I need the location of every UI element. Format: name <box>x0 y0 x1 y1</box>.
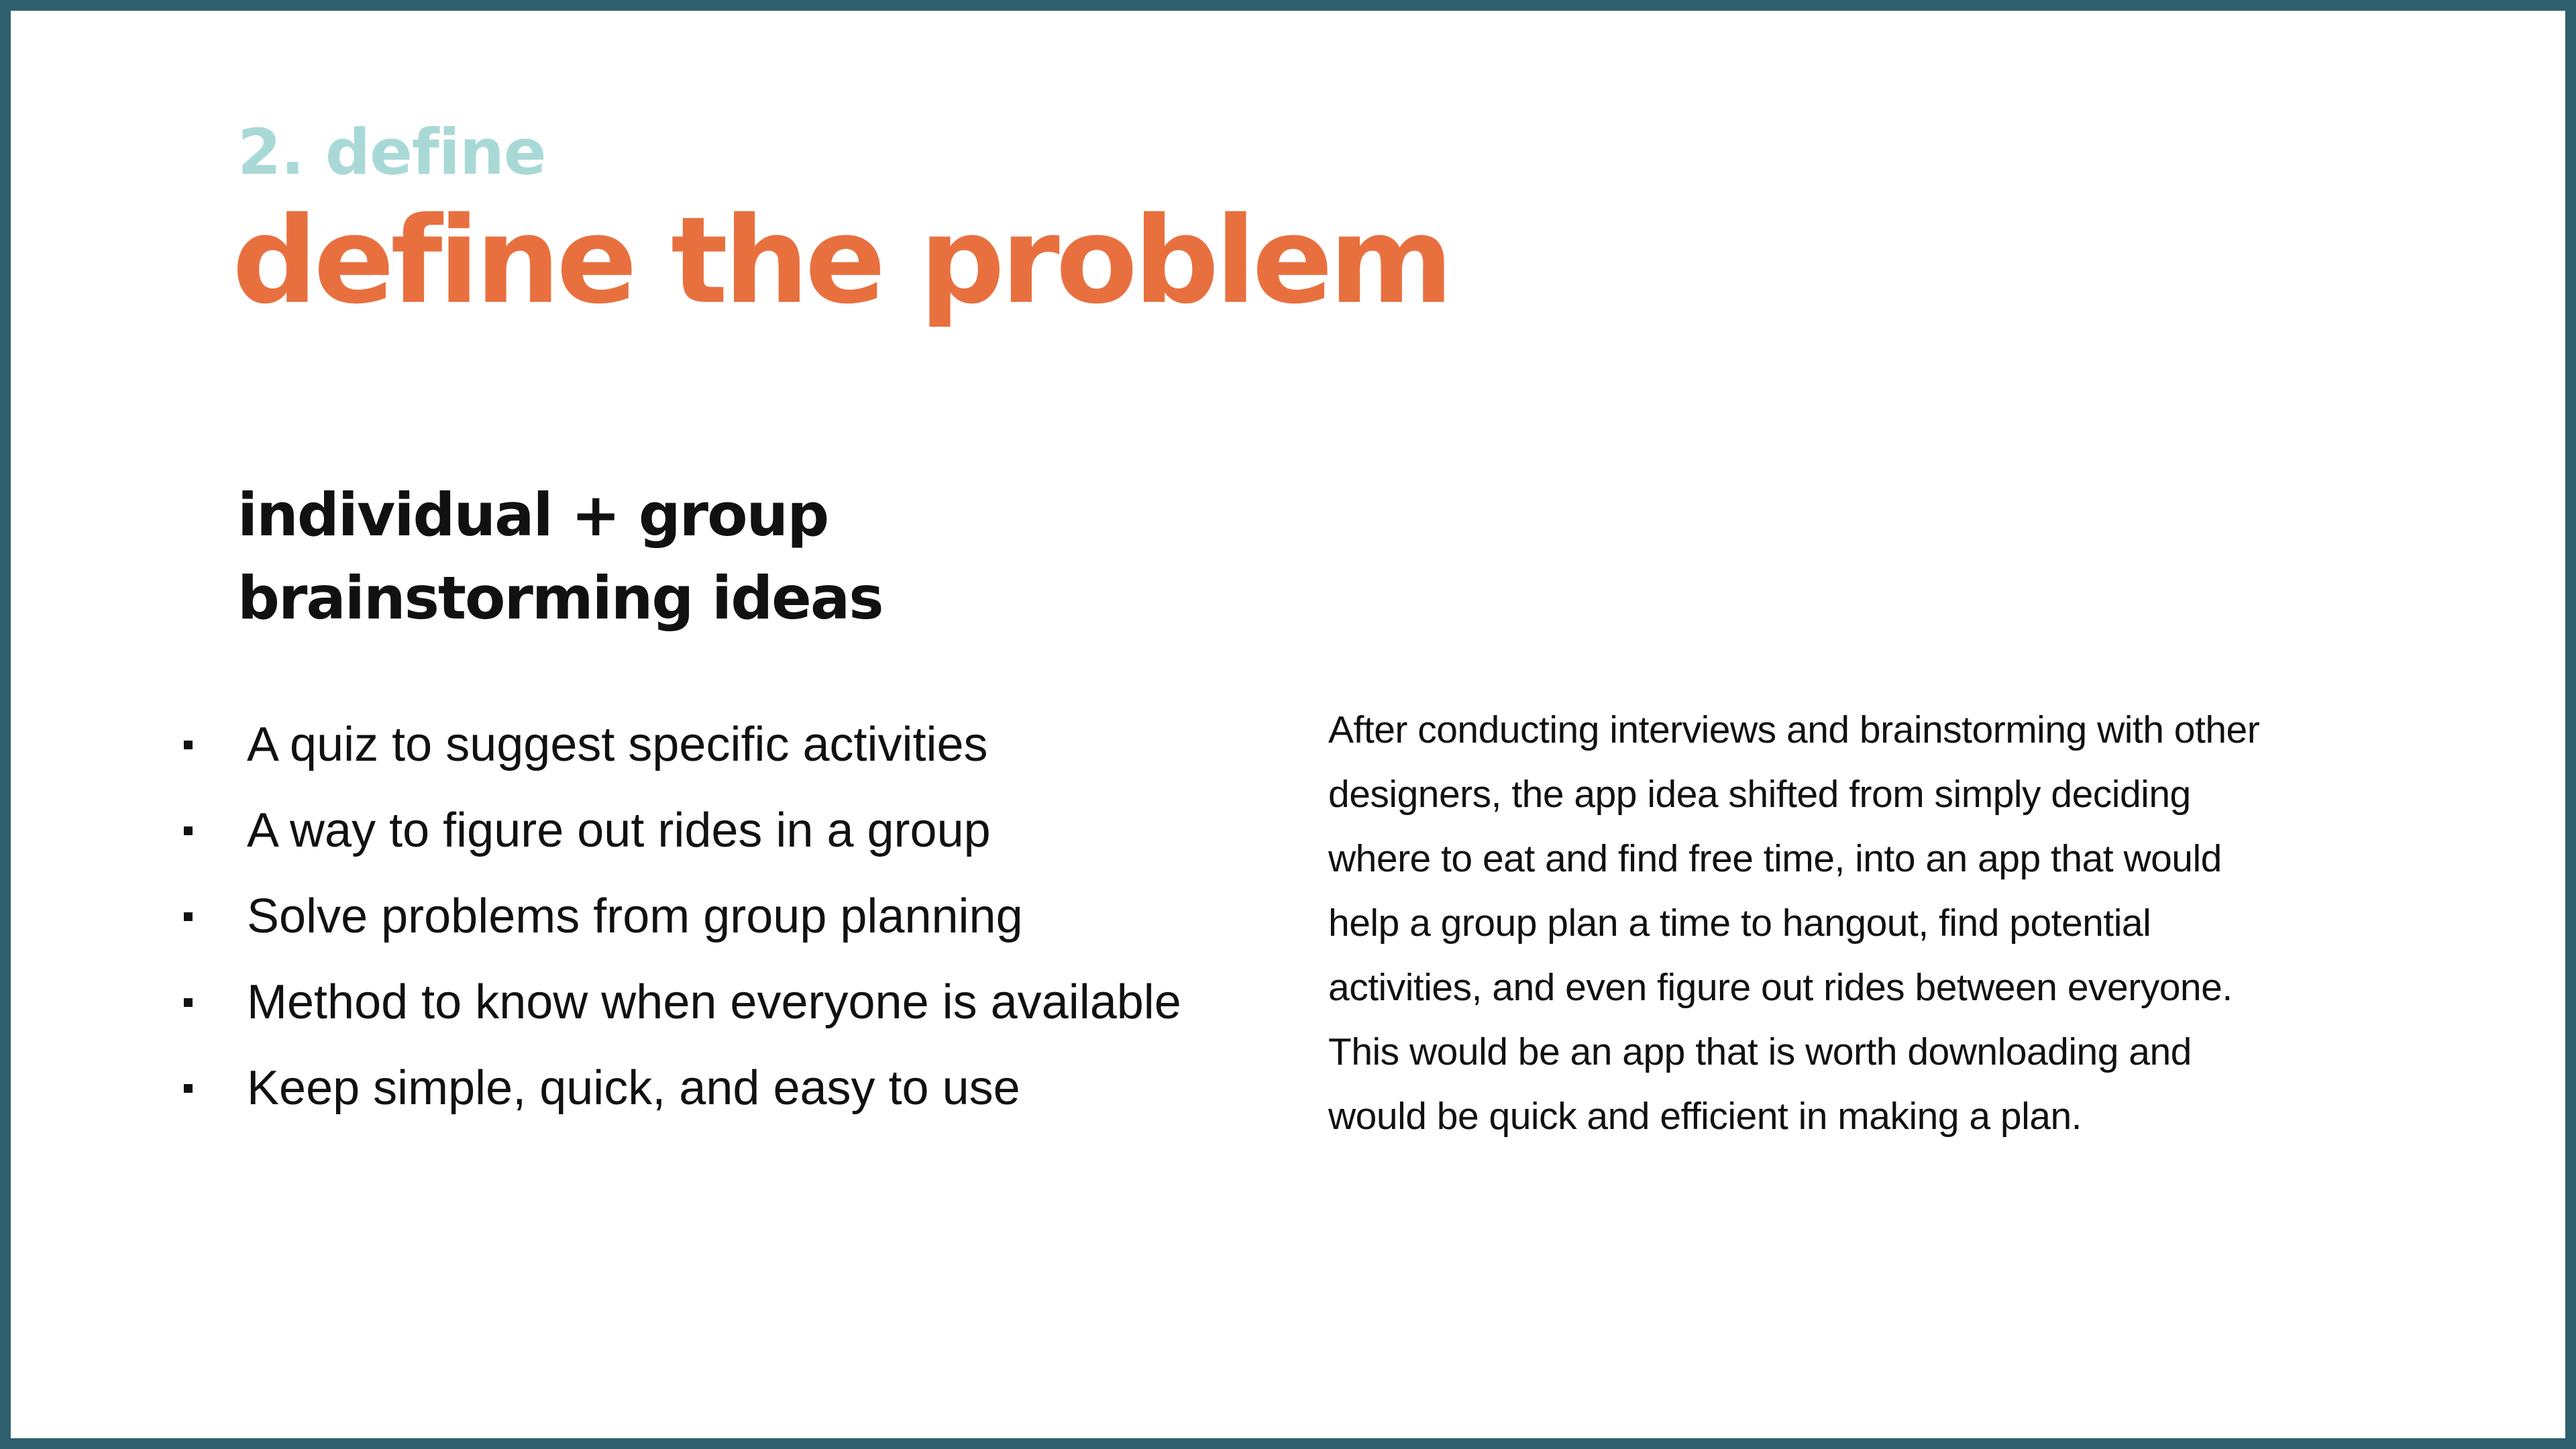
summary-paragraph <box>1328 698 2375 1148</box>
list-item <box>178 788 1185 873</box>
paragraph-line: After conducting interviews and brainstorming with other <box>1328 708 2260 751</box>
bullet-icon <box>184 826 193 835</box>
list-item-text: A quiz to suggest specific activities <box>247 718 988 771</box>
page-title: define the problem <box>232 191 1450 330</box>
subheading-line: brainstorming ideas <box>237 564 883 633</box>
list-item-text: Method to know when everyone is available <box>247 975 1181 1029</box>
subheading <box>237 474 1177 640</box>
bullet-icon <box>184 741 193 749</box>
section-label: 2. define <box>237 116 546 189</box>
subheading-line: individual + group <box>237 480 828 549</box>
list-item-text: Solve problems from group planning <box>247 890 1023 943</box>
paragraph-line: where to eat and find free time, into an app that would <box>1328 837 2222 880</box>
paragraph-line: help a group plan a time to hangout, find potential <box>1328 902 2151 945</box>
paragraph-line: designers, the app idea shifted from simply deciding <box>1328 773 2191 816</box>
list-item <box>178 959 1185 1045</box>
list-item-text: Keep simple, quick, and easy to use <box>247 1061 1020 1115</box>
list-item <box>178 1045 1185 1131</box>
list-item <box>178 702 1185 788</box>
bullet-icon <box>184 998 193 1007</box>
paragraph-line: activities, and even figure out rides between everyone. <box>1328 966 2233 1009</box>
bullet-icon <box>184 912 193 921</box>
bullet-list <box>178 702 1185 1131</box>
list-item-text: A way to figure out rides in a group <box>247 804 991 857</box>
bullet-icon <box>184 1084 193 1093</box>
paragraph-line: This would be an app that is worth downloading and <box>1328 1030 2192 1073</box>
list-item <box>178 873 1185 959</box>
paragraph-line: would be quick and efficient in making a plan. <box>1328 1095 2082 1138</box>
